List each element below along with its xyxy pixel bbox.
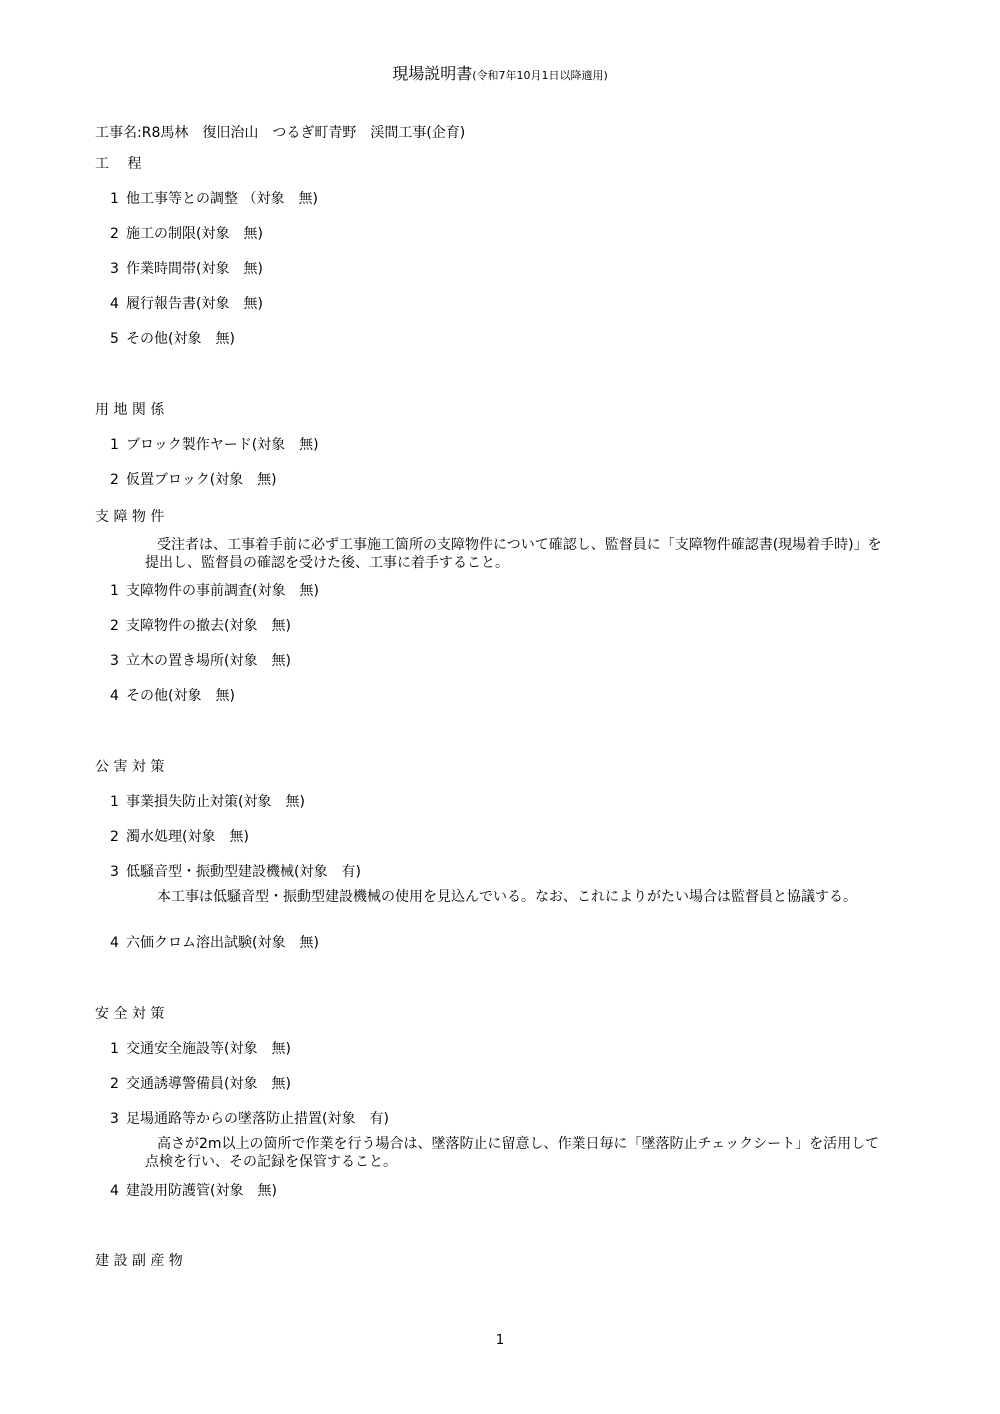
section-heading-byproducts: 建 設 副 産 物	[95, 1253, 183, 1269]
item-text: 作業時間帯(対象 無)	[126, 261, 263, 277]
title-main: 現場説明書	[392, 64, 473, 83]
list-item	[110, 829, 249, 845]
item-text: 低騒音型・振動型建設機械(対象 有)	[126, 864, 361, 880]
item-number: 1	[110, 583, 119, 599]
project-name: 工事名:R8馬林 復旧治山 つるぎ町青野 渓間工事(企育)	[95, 125, 466, 141]
item-text: 足場通路等からの墜落防止措置(対象 有)	[126, 1111, 389, 1127]
item-number: 1	[110, 437, 119, 453]
item-number: 3	[110, 261, 119, 277]
item-text: 交通誘導警備員(対象 無)	[126, 1076, 291, 1092]
list-item	[110, 437, 319, 453]
list-item	[110, 583, 319, 599]
item-number: 4	[110, 688, 119, 704]
list-item	[110, 1111, 389, 1127]
item-text: 事業損失防止対策(対象 無)	[126, 794, 305, 810]
item-number: 1	[110, 794, 119, 810]
item-number: 2	[110, 1076, 119, 1092]
item-number: 2	[110, 472, 119, 488]
item-text: 施工の制限(対象 無)	[126, 226, 263, 242]
list-item	[110, 653, 291, 669]
item-text: その他(対象 無)	[126, 688, 235, 704]
item-number: 4	[110, 935, 119, 951]
section-heading-land: 用 地 関 係	[95, 402, 165, 418]
item-text: その他(対象 無)	[126, 331, 235, 347]
list-item	[110, 1041, 291, 1057]
item-text: 立木の置き場所(対象 無)	[126, 653, 291, 669]
safety-item3-note: 高さが2m以上の箇所で作業を行う場合は、墜落防止に留意し、作業日毎に「墜落防止チェックシート」を活用して点検を行い、その記録を保管すること。	[145, 1136, 880, 1170]
item-text: 他工事等との調整 （対象 無)	[126, 191, 318, 207]
item-number: 3	[110, 1111, 119, 1127]
item-text: ブロック製作ヤード(対象 無)	[126, 437, 319, 453]
item-number: 4	[110, 1183, 119, 1199]
list-item	[110, 331, 235, 347]
item-number: 3	[110, 864, 119, 880]
item-text: 仮置ブロック(対象 無)	[126, 472, 277, 488]
list-item	[110, 935, 319, 951]
item-number: 4	[110, 296, 119, 312]
item-text: 建設用防護管(対象 無)	[126, 1183, 277, 1199]
item-text: 支障物件の事前調査(対象 無)	[126, 583, 319, 599]
list-item	[110, 864, 361, 880]
page-title	[0, 64, 1000, 86]
item-text: 交通安全施設等(対象 無)	[126, 1041, 291, 1057]
item-text: 履行報告書(対象 無)	[126, 296, 263, 312]
list-item	[110, 296, 263, 312]
list-item	[110, 794, 305, 810]
section-heading-obstacles: 支 障 物 件	[95, 509, 165, 525]
section-heading-schedule: 工 程	[95, 156, 142, 172]
list-item	[110, 1183, 277, 1199]
obstacles-note: 受注者は、工事着手前に必ず工事施工箇所の支障物件について確認し、監督員に「支障物件確認書(現場着手時)」を提出し、監督員の確認を受けた後、工事に着手すること。	[145, 537, 882, 571]
item-number: 1	[110, 1041, 119, 1057]
list-item	[110, 226, 263, 242]
list-item	[110, 261, 263, 277]
title-subtitle: (令和7年10月1日以降適用)	[472, 69, 608, 82]
list-item	[110, 191, 318, 207]
item-number: 1	[110, 191, 119, 207]
item-number: 2	[110, 618, 119, 634]
section-heading-pollution: 公 害 対 策	[95, 759, 165, 775]
pollution-item3-note: 本工事は低騒音型・振動型建設機械の使用を見込んでいる。なお、これによりがたい場合は監督員と協議する。	[157, 889, 857, 905]
item-text: 濁水処理(対象 無)	[126, 829, 249, 845]
list-item	[110, 472, 277, 488]
section-heading-safety: 安 全 対 策	[95, 1006, 165, 1022]
item-number: 2	[110, 829, 119, 845]
item-text: 六価クロム溶出試験(対象 無)	[126, 935, 319, 951]
item-number: 3	[110, 653, 119, 669]
item-text: 支障物件の撤去(対象 無)	[126, 618, 291, 634]
page-number: 1	[495, 1333, 505, 1348]
list-item	[110, 688, 235, 704]
item-number: 5	[110, 331, 119, 347]
item-number: 2	[110, 226, 119, 242]
list-item	[110, 618, 291, 634]
list-item	[110, 1076, 291, 1092]
